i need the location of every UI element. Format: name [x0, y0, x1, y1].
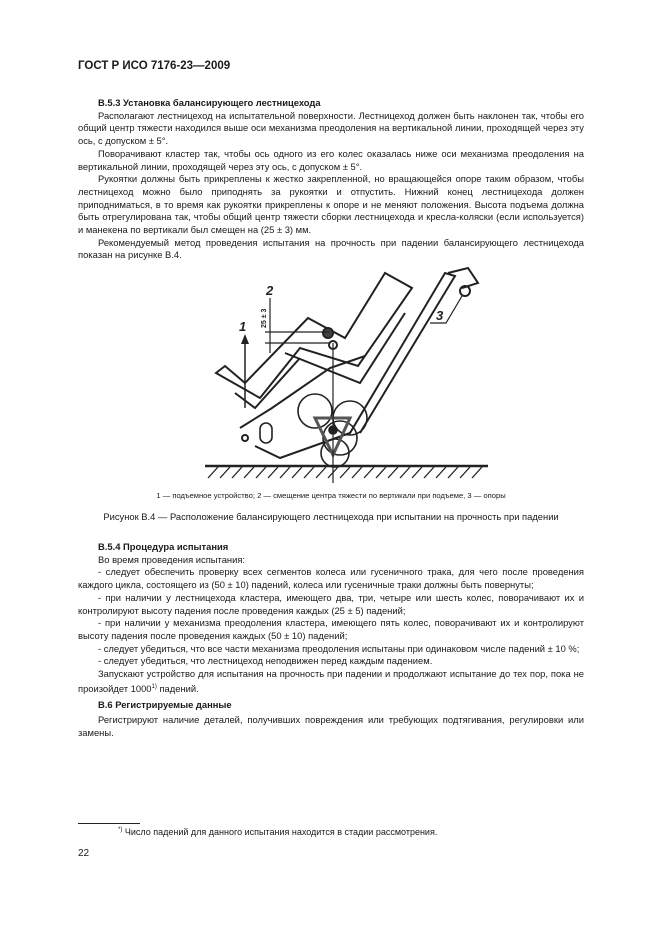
final-text-end: падений.: [156, 682, 199, 694]
paragraph: Регистрируют наличие деталей, получивших повреждения или требующих подтягивания, регулировки или замены.: [78, 714, 584, 738]
figure-legend: 1 — подъемное устройство; 2 — смещение центра тяжести по вертикали при подъеме, 3 — опоры: [156, 491, 506, 500]
footnote-mark: *): [118, 827, 123, 833]
figure-b4-drawing: [200, 258, 500, 483]
center-of-gravity-raised: [323, 328, 333, 338]
arrow-head-icon: [241, 334, 249, 344]
section-title: В.5.4 Процедура испытания: [98, 541, 229, 552]
figure-label-2: 2: [266, 283, 274, 298]
figure-label-3: 3: [436, 308, 444, 323]
paragraph: Поворачивают кластер так, чтобы ось одного из его колес оказалась ниже оси механизма преодоления на вертикальной линии, проходящей через эту ось, с допуском ± 5°.: [78, 147, 584, 172]
section-title: В.5.3 Установка балансирующего лестницехода: [98, 97, 321, 108]
page-number: 22: [78, 848, 90, 859]
list-item: - следует убедиться, что все части механизма преодоления испытаны при одинаковом числе падений ± 10 %;: [98, 642, 580, 654]
list-item: - при наличии у лестницехода кластера, имеющего два, три, четыре или шесть колес, поворачивают их и контролируют высоту падения после проведения каждых (25 ± 5) падений;: [78, 591, 584, 616]
list-item: - следует убедиться, что лестницеход неподвижен перед каждым падением.: [98, 655, 433, 667]
figure-label-1: 1: [239, 319, 247, 334]
footnote: [118, 827, 437, 837]
list-item: - при наличии у механизма преодоления кластера, имеющего пять колес, поворачивают их и контролируют высоту падения после проведения каждых (50 ± 10) падений;: [78, 617, 584, 641]
paragraph: [78, 668, 584, 696]
paragraph: Рекомендуемый метод проведения испытания на прочность при падении балансирующего лестницехода показан на рисунке В.4.: [78, 236, 584, 261]
ground-hatching: [208, 467, 482, 478]
footnote-ref: 1): [151, 683, 157, 690]
dimension-label: 25 ± 3: [261, 308, 268, 328]
figure-caption: Рисунок В.4 — Расположение балансирующего лестницехода при испытании на прочность при падении: [103, 511, 559, 522]
final-text: Запускают устройство для испытания на прочность при падении и продолжают испытание до тех пор, пока не произойдет 1000: [78, 668, 584, 694]
list-item: - следует обеспечить проверку всех сегментов колеса или гусеничного трака, для чего после проведения каждого цикла, состоящего из (50 ± 10) падений, колеса или гусеничные траки должны быть повернуты;: [78, 566, 584, 591]
section-title-b6: В.6 Регистрируемые данные: [98, 698, 232, 710]
footnote-divider: [78, 823, 140, 824]
section-b53: [78, 97, 584, 262]
paragraph: Рукоятки должны быть прикреплены к жестко закрепленной, но вращающейся опоре таким образом, чтобы лестницеход можно было приподнять за рукоятки и отпустить. Нижний конец лестницехода должен приподниматься, в то время как рукоятки прикреплены к опоре и не меняют положения. Высота подъема должна быть отрегулирована так, чтобы общий центр тяжести сборки лестницехода и кресла-коляски (если используется) и манекена по вертикали был смещен на (25 ± 3) мм.: [78, 173, 584, 236]
document-header: ГОСТ Р ИСО 7176-23—2009: [78, 60, 231, 72]
paragraph: Располагают лестницеход на испытательной поверхности. Лестницеход должен быть наклонен так, чтобы его общий центр тяжести находился выше оси механизма преодоления на вертикальной линии, проходящей через эту ось, с допуском ± 5°.: [78, 109, 584, 147]
footnote-text: Число падений для данного испытания находится в стадии рассмотрения.: [124, 827, 438, 837]
section-b54: [78, 541, 584, 740]
paragraph: Во время проведения испытания:: [98, 553, 246, 565]
